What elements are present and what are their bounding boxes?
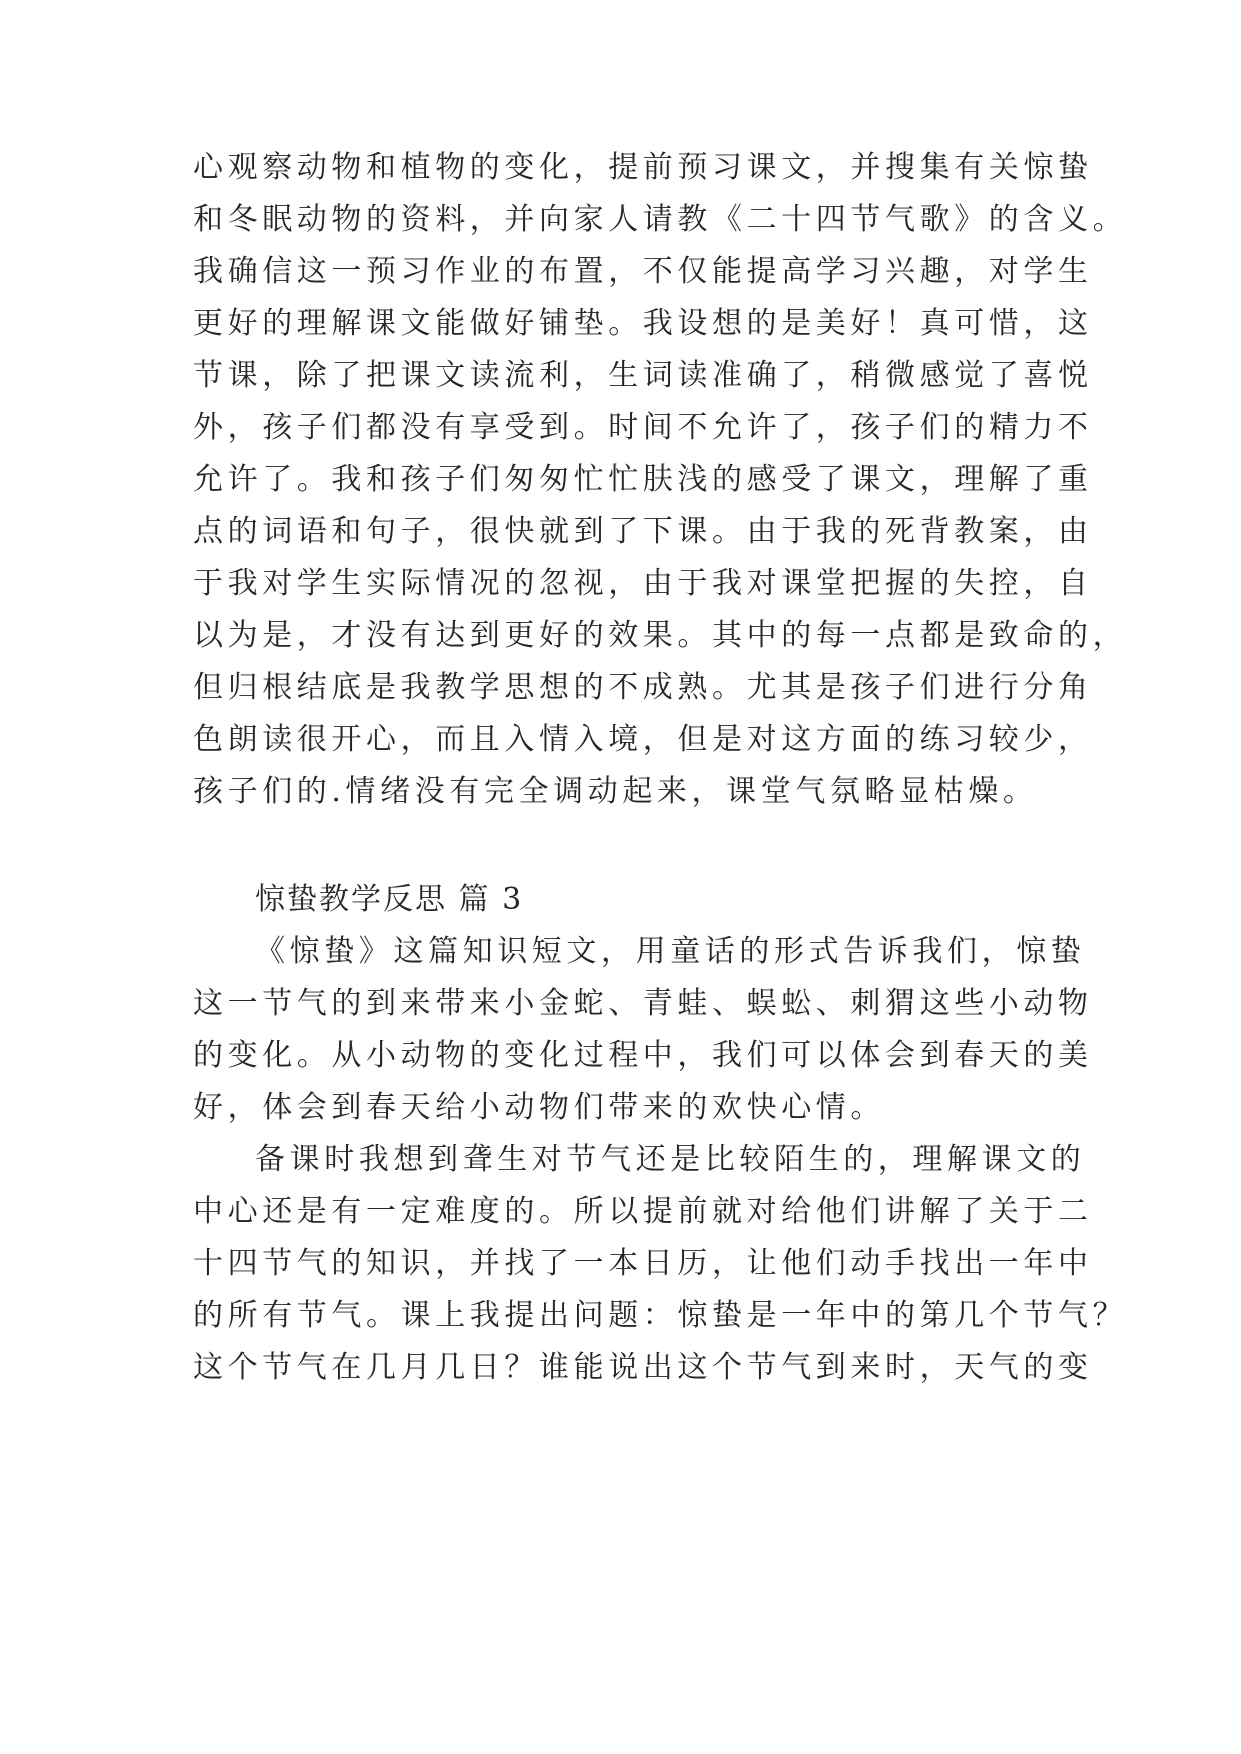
- paragraph-line: 中心还是有一定难度的。所以提前就对给他们讲解了关于二: [193, 1194, 1093, 1229]
- paragraph-line: 十四节气的知识，并找了一本日历，让他们动手找出一年中: [193, 1246, 1093, 1281]
- paragraph-line: 这一节气的到来带来小金蛇、青蛙、蜈蚣、刺猬这些小动物: [193, 986, 1093, 1021]
- paragraph-line: 孩子们的.情绪没有完全调动起来，课堂气氛略显枯燥。: [193, 774, 1038, 809]
- paragraph-line: 备课时我想到聋生对节气还是比较陌生的，理解课文的: [255, 1142, 1086, 1177]
- paragraph-line: 色朗读很开心，而且入情入境，但是对这方面的练习较少，: [193, 722, 1093, 757]
- paragraph-line: 外，孩子们都没有享受到。时间不允许了，孩子们的精力不: [193, 410, 1093, 445]
- paragraph-line: 但归根结底是我教学思想的不成熟。尤其是孩子们进行分角: [193, 670, 1093, 705]
- paragraph-line: 《惊蛰》这篇知识短文，用童话的形式告诉我们，惊蛰: [255, 934, 1086, 969]
- paragraph-line: 以为是，才没有达到更好的效果。其中的每一点都是致命的，: [193, 618, 1128, 653]
- section-heading: 惊蛰教学反思 篇 3: [255, 882, 524, 917]
- paragraph-line: 好，体会到春天给小动物们带来的欢快心情。: [193, 1090, 885, 1125]
- paragraph-line: 的所有节气。课上我提出问题：惊蛰是一年中的第几个节气？: [193, 1298, 1128, 1333]
- paragraph-line: 于我对学生实际情况的忽视，由于我对课堂把握的失控，自: [193, 566, 1093, 601]
- paragraph-line: 我确信这一预习作业的布置，不仅能提高学习兴趣，对学生: [193, 254, 1093, 289]
- paragraph-line: 节课，除了把课文读流利，生词读准确了，稍微感觉了喜悦: [193, 358, 1093, 393]
- paragraph-line: 的变化。从小动物的变化过程中，我们可以体会到春天的美: [193, 1038, 1093, 1073]
- paragraph-line: 和冬眠动物的资料，并向家人请教《二十四节气歌》的含义。: [193, 202, 1128, 237]
- paragraph-line: 更好的理解课文能做好铺垫。我设想的是美好！真可惜，这: [193, 306, 1093, 341]
- paragraph-line: 点的词语和句子，很快就到了下课。由于我的死背教案，由: [193, 514, 1093, 549]
- paragraph-line: 心观察动物和植物的变化，提前预习课文，并搜集有关惊蛰: [193, 150, 1093, 185]
- paragraph-line: 这个节气在几月几日？谁能说出这个节气到来时，天气的变: [193, 1350, 1093, 1385]
- paragraph-line: 允许了。我和孩子们匆匆忙忙肤浅的感受了课文，理解了重: [193, 462, 1093, 497]
